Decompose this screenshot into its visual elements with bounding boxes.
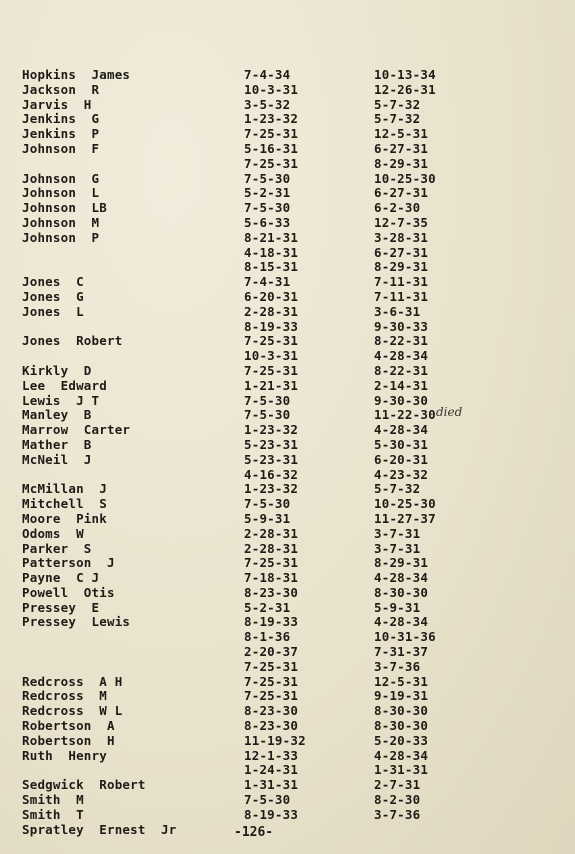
start-date-cell: 8-15-31 bbox=[244, 259, 299, 275]
name-cell: Lee Edward bbox=[22, 377, 107, 393]
end-date-cell: 11-22-30 bbox=[374, 407, 436, 423]
name-cell: Robertson A bbox=[22, 718, 115, 734]
end-date-cell: 12-5-31 bbox=[374, 126, 429, 142]
start-date-cell: 7-18-31 bbox=[244, 570, 299, 586]
start-date-cell: 7-5-30 bbox=[244, 792, 291, 808]
name-cell: Marrow Carter bbox=[22, 422, 131, 438]
name-cell: Mather B bbox=[22, 436, 92, 452]
name-cell: Jones Robert bbox=[22, 333, 123, 349]
end-date-cell: 3-7-31 bbox=[374, 540, 421, 556]
end-date-cell: 8-29-31 bbox=[374, 259, 429, 275]
start-date-cell: 5-2-31 bbox=[244, 599, 291, 615]
start-date-cell: 5-23-31 bbox=[244, 451, 299, 467]
name-cell: Johnson LB bbox=[22, 200, 107, 216]
start-date-cell: 1-23-32 bbox=[244, 481, 299, 497]
end-date-cell: 8-29-31 bbox=[374, 555, 429, 571]
name-cell bbox=[22, 645, 242, 660]
names-column bbox=[22, 68, 242, 837]
end-date-cell: 9-30-33 bbox=[374, 318, 429, 334]
name-cell bbox=[22, 763, 242, 778]
start-date-cell: 2-20-37 bbox=[244, 644, 299, 660]
start-date-cell: 4-18-31 bbox=[244, 244, 299, 260]
end-date-cell: 8-29-31 bbox=[374, 155, 429, 171]
end-date-cell: 8-30-30 bbox=[374, 584, 429, 600]
start-date-cell: 7-25-31 bbox=[244, 555, 299, 571]
start-date-cell: 7-25-31 bbox=[244, 155, 299, 171]
name-cell bbox=[22, 630, 242, 645]
start-date-cell: 1-23-32 bbox=[244, 111, 299, 127]
start-date-cell: 7-4-34 bbox=[244, 67, 291, 82]
end-date-cell: 12-5-31 bbox=[374, 673, 429, 689]
start-date-cell: 7-4-31 bbox=[244, 274, 291, 290]
end-date-cell: 10-31-36 bbox=[374, 629, 436, 645]
handwritten-note: died bbox=[436, 405, 463, 419]
name-cell: Manley B bbox=[22, 407, 92, 423]
start-date-cell: 2-28-31 bbox=[244, 540, 299, 556]
start-date-cell: 5-2-31 bbox=[244, 185, 291, 201]
name-cell bbox=[22, 320, 242, 335]
end-date-cell: 4-28-34 bbox=[374, 422, 429, 438]
end-date-cell: 7-31-37 bbox=[374, 644, 429, 660]
start-date-cell: 7-25-31 bbox=[244, 673, 299, 689]
end-date-cell: 2-14-31 bbox=[374, 377, 429, 393]
end-date-cell: 7-11-31 bbox=[374, 288, 429, 304]
start-date-cell: 11-19-32 bbox=[244, 732, 306, 748]
start-date-cell: 2-28-31 bbox=[244, 303, 299, 319]
start-date-cell: 3-5-32 bbox=[244, 96, 291, 112]
name-cell: Johnson G bbox=[22, 170, 100, 186]
end-date-cell: 5-7-32 bbox=[374, 96, 421, 112]
name-cell: Johnson F bbox=[22, 140, 100, 156]
start-date-cell: 7-5-30 bbox=[244, 392, 291, 408]
end-date-cell: 6-27-31 bbox=[374, 244, 429, 260]
start-date-cell: 7-25-31 bbox=[244, 126, 299, 142]
name-cell: Smith M bbox=[22, 792, 84, 808]
start-date-cell: 10-3-31 bbox=[244, 348, 299, 364]
name-cell bbox=[22, 260, 242, 275]
start-date-cell: 7-25-31 bbox=[244, 362, 299, 378]
end-date-cell: 3-7-36 bbox=[374, 806, 421, 822]
name-cell: Parker S bbox=[22, 540, 92, 556]
name-cell bbox=[22, 157, 242, 172]
name-cell: Spratley Ernest Jr bbox=[22, 821, 177, 837]
start-date-cell: 5-16-31 bbox=[244, 140, 299, 156]
name-cell: Redcross M bbox=[22, 688, 107, 704]
name-cell: Jones G bbox=[22, 288, 84, 304]
end-date-cell: 5-7-32 bbox=[374, 111, 421, 127]
start-date-cell: 8-19-33 bbox=[244, 806, 299, 822]
end-date-cell: 1-31-31 bbox=[374, 762, 429, 778]
end-date-cell: 6-20-31 bbox=[374, 451, 429, 467]
end-date-cell: 2-7-31 bbox=[374, 777, 421, 793]
end-date-cell: 4-28-34 bbox=[374, 614, 429, 630]
end-date-cell: 10-25-30 bbox=[374, 496, 436, 512]
start-date-cell: 6-20-31 bbox=[244, 288, 299, 304]
start-date-cell: 7-5-30 bbox=[244, 496, 291, 512]
name-cell: Johnson L bbox=[22, 185, 100, 201]
start-date-cell: 1-24-31 bbox=[244, 762, 299, 778]
name-cell: Jackson R bbox=[22, 81, 100, 97]
name-cell: Jenkins G bbox=[22, 111, 100, 127]
start-date-cell: 7-5-30 bbox=[244, 407, 291, 423]
end-date-cell: 6-2-30 bbox=[374, 200, 421, 216]
start-date-cell: 1-23-32 bbox=[244, 422, 299, 438]
name-cell bbox=[22, 660, 242, 675]
name-cell bbox=[22, 468, 242, 483]
end-date-cell: 3-6-31 bbox=[374, 303, 421, 319]
start-date-cell: 12-1-33 bbox=[244, 747, 299, 763]
start-date-cell: 7-25-31 bbox=[244, 658, 299, 674]
end-date-cell: 6-27-31 bbox=[374, 185, 429, 201]
name-cell: Hopkins James bbox=[22, 67, 131, 82]
end-date-cell: 3-7-31 bbox=[374, 525, 421, 541]
name-cell: Redcross W L bbox=[22, 703, 123, 719]
start-date-cell: 5-9-31 bbox=[244, 510, 291, 526]
start-date-cell: 7-25-31 bbox=[244, 688, 299, 704]
name-cell: Powell Otis bbox=[22, 584, 115, 600]
end-date-cell: 12-7-35 bbox=[374, 214, 429, 230]
name-cell: Payne C J bbox=[22, 570, 100, 586]
name-cell bbox=[22, 349, 242, 364]
name-cell: Jarvis H bbox=[22, 96, 92, 112]
name-cell: Jones L bbox=[22, 303, 84, 319]
start-date-cell: 8-23-30 bbox=[244, 718, 299, 734]
name-cell: McMillan J bbox=[22, 481, 107, 497]
end-date-cell: 10-13-34 bbox=[374, 67, 436, 82]
name-cell: Johnson P bbox=[22, 229, 100, 245]
start-date-cell: 7-25-31 bbox=[244, 333, 299, 349]
end-date-cell: 8-30-30 bbox=[374, 703, 429, 719]
end-date-cell: 10-25-30 bbox=[374, 170, 436, 186]
start-date-cell: 5-6-33 bbox=[244, 214, 291, 230]
end-date-cell: 8-2-30 bbox=[374, 792, 421, 808]
start-date-cell: 7-5-30 bbox=[244, 200, 291, 216]
end-date-cell: 3-7-36 bbox=[374, 658, 421, 674]
start-date-cell: 8-19-33 bbox=[244, 614, 299, 630]
start-date-cell: 8-1-36 bbox=[244, 629, 291, 645]
start-date-cell: 1-31-31 bbox=[244, 777, 299, 793]
name-cell: Mitchell S bbox=[22, 496, 107, 512]
name-cell: Redcross A H bbox=[22, 673, 123, 689]
start-date-column bbox=[244, 68, 354, 837]
start-date-cell: 7-5-30 bbox=[244, 170, 291, 186]
end-date-cell: 5-30-31 bbox=[374, 436, 429, 452]
end-date-cell: 12-26-31 bbox=[374, 81, 436, 97]
start-date-cell: 5-23-31 bbox=[244, 436, 299, 452]
start-date-cell: 4-16-32 bbox=[244, 466, 299, 482]
end-date-cell: 4-28-34 bbox=[374, 348, 429, 364]
name-cell: Lewis J T bbox=[22, 392, 100, 408]
start-date-cell: 8-23-30 bbox=[244, 584, 299, 600]
name-cell: Smith T bbox=[22, 806, 84, 822]
end-date-cell: 4-23-32 bbox=[374, 466, 429, 482]
name-cell: Sedgwick Robert bbox=[22, 777, 146, 793]
name-cell: Kirkly D bbox=[22, 362, 92, 378]
name-cell: Pressey Lewis bbox=[22, 614, 131, 630]
page-number: -126- bbox=[234, 825, 274, 840]
name-cell: Patterson J bbox=[22, 555, 115, 571]
start-date-cell: 2-28-31 bbox=[244, 525, 299, 541]
start-date-cell: 8-23-30 bbox=[244, 703, 299, 719]
end-date-cell: 9-19-31 bbox=[374, 688, 429, 704]
name-cell: Jones C bbox=[22, 274, 84, 290]
end-date-cell bbox=[374, 823, 484, 838]
name-cell: Pressey E bbox=[22, 599, 100, 615]
end-date-cell: 4-28-34 bbox=[374, 747, 429, 763]
name-cell: Jenkins P bbox=[22, 126, 100, 142]
end-date-cell: 3-28-31 bbox=[374, 229, 429, 245]
name-cell: Odoms W bbox=[22, 525, 84, 541]
name-cell: Johnson M bbox=[22, 214, 100, 230]
start-date-cell: 8-21-31 bbox=[244, 229, 299, 245]
end-date-cell: 11-27-37 bbox=[374, 510, 436, 526]
start-date-cell: 10-3-31 bbox=[244, 81, 299, 97]
end-date-cell: 5-7-32 bbox=[374, 481, 421, 497]
name-cell: McNeil J bbox=[22, 451, 92, 467]
end-date-cell: 6-27-31 bbox=[374, 140, 429, 156]
end-date-cell: 7-11-31 bbox=[374, 274, 429, 290]
end-date-cell: 9-30-30 bbox=[374, 392, 429, 408]
end-date-cell: 8-22-31 bbox=[374, 362, 429, 378]
name-cell: Moore Pink bbox=[22, 510, 107, 526]
start-date-cell: 1-21-31 bbox=[244, 377, 299, 393]
end-date-cell: 4-28-34 bbox=[374, 570, 429, 586]
end-date-cell: 8-30-30 bbox=[374, 718, 429, 734]
name-cell: Ruth Henry bbox=[22, 747, 107, 763]
name-cell bbox=[22, 246, 242, 261]
end-date-cell: 5-9-31 bbox=[374, 599, 421, 615]
name-cell: Robertson H bbox=[22, 732, 115, 748]
end-date-cell: 8-22-31 bbox=[374, 333, 429, 349]
start-date-cell: 8-19-33 bbox=[244, 318, 299, 334]
end-date-column bbox=[374, 68, 484, 837]
end-date-cell: 5-20-33 bbox=[374, 732, 429, 748]
